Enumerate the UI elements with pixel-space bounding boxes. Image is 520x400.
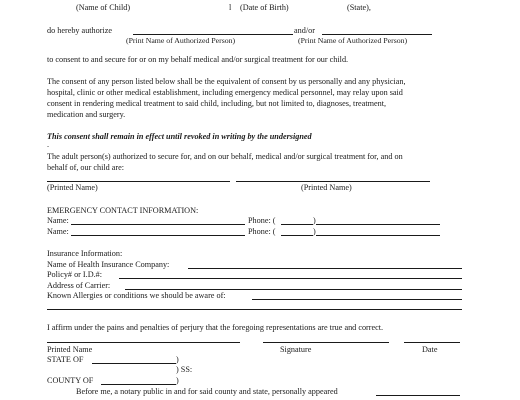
authorize-prefix: do hereby authorize — [47, 26, 113, 35]
allergies-line[interactable] — [252, 299, 462, 300]
signature-caption: Signature — [280, 345, 312, 354]
authorize-andor: and/or — [294, 26, 315, 35]
remain-in-effect-statement: This consent shall remain in effect until revoked in writing by the undersigned — [47, 132, 312, 141]
insurance-company-label: Name of Health Insurance Company: — [47, 260, 170, 269]
insurance-company-line[interactable] — [188, 268, 462, 269]
policy-label: Policy# or I.D.#: — [47, 270, 103, 279]
carrier-address-label: Address of Carrier: — [47, 281, 111, 290]
printed-name-signature-line[interactable] — [47, 342, 240, 343]
notary-before-me-text: Before me, a notary public in and for said county and state, personally appeared — [76, 387, 338, 396]
stray-period: . — [47, 140, 50, 149]
dob-marker: l — [229, 3, 232, 12]
authorized-person-1-line[interactable] — [133, 34, 293, 35]
emergency-phone-close: ) — [313, 227, 316, 236]
equivalence-line: hospital, clinic or other medical establishment, including emergency medical personnel, may relay upon said — [47, 88, 403, 97]
emergency-phone-label: Phone: ( — [248, 216, 276, 225]
state-caption: (State), — [347, 3, 371, 12]
emergency-phone-2-line[interactable] — [316, 235, 440, 236]
insurance-heading: Insurance Information: — [47, 249, 123, 258]
child-name-caption: (Name of Child) — [76, 3, 131, 12]
signature-line[interactable] — [263, 342, 389, 343]
notary-state-label: STATE OF — [47, 355, 84, 364]
emergency-phone-label: Phone: ( — [248, 227, 276, 236]
notary-county-label: COUNTY OF — [47, 376, 94, 385]
emergency-name-label: Name: — [47, 216, 69, 225]
emergency-name-label: Name: — [47, 227, 69, 236]
emergency-area-code-2-line[interactable] — [281, 235, 313, 236]
emergency-phone-1-line[interactable] — [316, 224, 440, 225]
authorized-person-1-caption: (Print Name of Authorized Person) — [126, 36, 236, 45]
printed-name-caption: Printed Name — [47, 345, 93, 354]
adults-paragraph-line: The adult person(s) authorized to secure for, and on our behalf, medical and/or surgical treatment for, and on — [47, 152, 403, 161]
emergency-heading: EMERGENCY CONTACT INFORMATION: — [47, 206, 199, 215]
printed-name-caption-1: (Printed Name) — [47, 183, 98, 192]
authorized-adult-1-line[interactable] — [47, 181, 230, 182]
emergency-phone-close: ) — [313, 216, 316, 225]
emergency-area-code-1-line[interactable] — [281, 224, 313, 225]
date-line[interactable] — [404, 342, 460, 343]
adults-paragraph-line: behalf of, our child are: — [47, 163, 125, 172]
authorized-adult-2-line[interactable] — [236, 181, 430, 182]
notary-county-paren: ) — [176, 376, 179, 385]
dob-caption: (Date of Birth) — [240, 3, 289, 12]
notary-county-line[interactable] — [101, 384, 176, 385]
date-caption: Date — [422, 345, 438, 354]
affirmation-statement: I affirm under the pains and penalties of perjury that the foregoing representations are true and correct. — [47, 323, 384, 332]
printed-name-caption-2: (Printed Name) — [301, 183, 352, 192]
notary-appeared-line[interactable] — [376, 395, 460, 396]
allergies-continuation-line[interactable] — [47, 309, 462, 310]
allergies-label: Known Allergies or conditions we should be aware of: — [47, 291, 226, 300]
equivalence-line: medication and surgery. — [47, 110, 126, 119]
equivalence-line: The consent of any person listed below shall be the equivalent of consent by us personally and any physician, — [47, 77, 406, 86]
emergency-name-2-line[interactable] — [71, 235, 245, 236]
authorized-person-2-line[interactable] — [322, 34, 432, 35]
notary-ss: ) SS: — [176, 365, 193, 374]
policy-line[interactable] — [119, 278, 462, 279]
emergency-name-1-line[interactable] — [71, 224, 245, 225]
notary-state-paren: ) — [176, 355, 179, 364]
notary-state-line[interactable] — [92, 363, 176, 364]
carrier-address-line[interactable] — [125, 289, 462, 290]
consent-line: to consent to and secure for or on my behalf medical and/or surgical treatment for our child. — [47, 55, 349, 64]
equivalence-line: consent in rendering medical treatment to said child, including, but not limited to, diagnoses, treatment, — [47, 99, 387, 108]
authorized-person-2-caption: (Print Name of Authorized Person) — [298, 36, 408, 45]
